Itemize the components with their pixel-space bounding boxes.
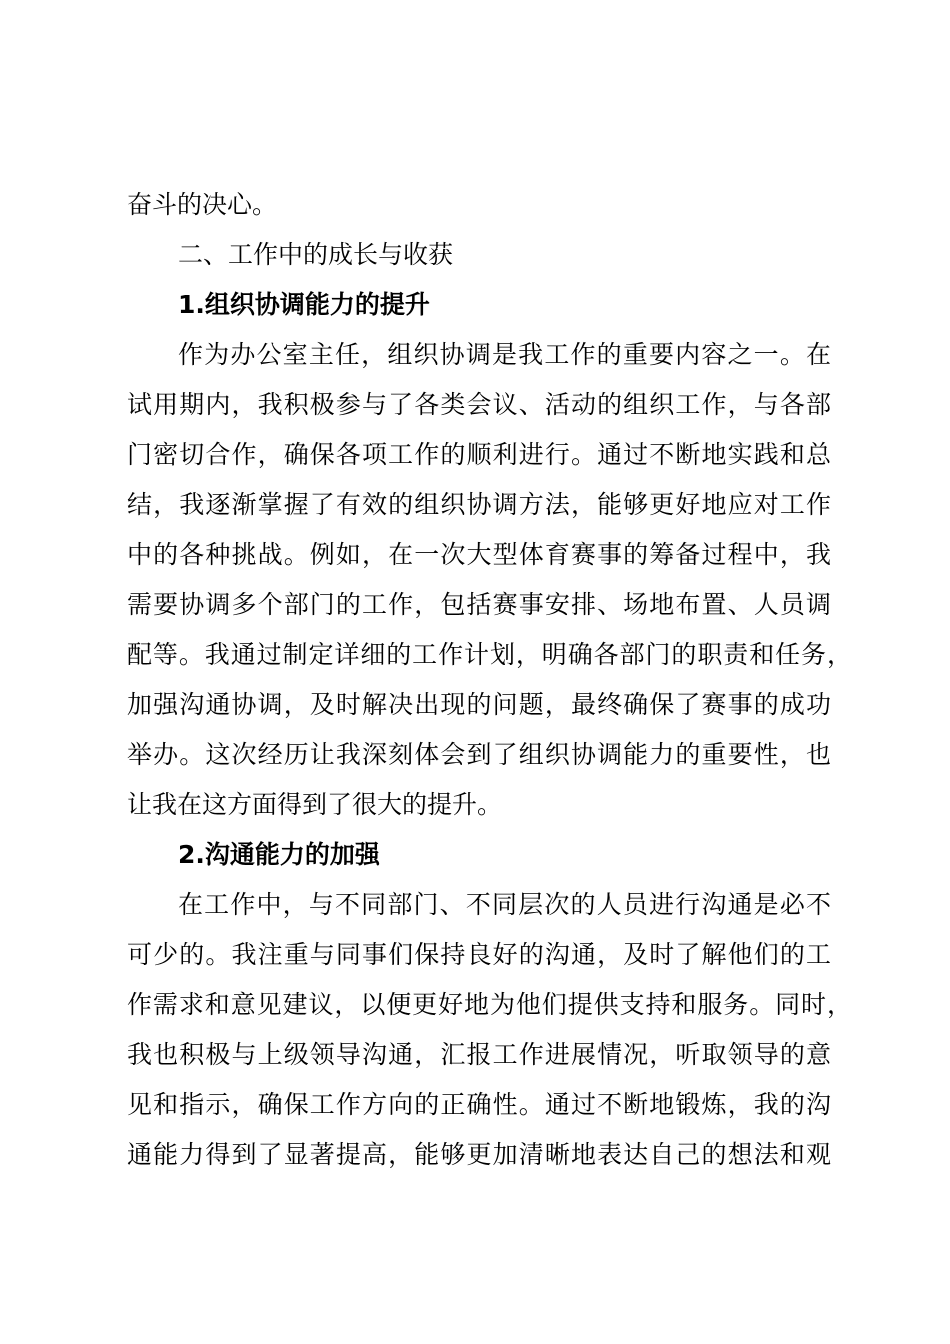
paragraph-line: 作需求和意见建议，以便更好地为他们提供支持和服务。同时， [127, 990, 852, 1019]
paragraph-line: 让我在这方面得到了很大的提升。 [127, 790, 503, 819]
paragraph-line: 试用期内，我积极参与了各类会议、活动的组织工作，与各部 [127, 390, 831, 419]
subsection-heading: 2.沟通能力的加强 [178, 840, 380, 869]
paragraph-line: 奋斗的决心。 [127, 190, 278, 219]
paragraph-line: 我也积极与上级领导沟通，汇报工作进展情况，听取领导的意 [127, 1040, 831, 1069]
paragraph-line: 在工作中，与不同部门、不同层次的人员进行沟通是必不 [178, 890, 831, 919]
paragraph-line: 结，我逐渐掌握了有效的组织协调方法，能够更好地应对工作 [127, 490, 831, 519]
paragraph-line: 可少的。我注重与同事们保持良好的沟通，及时了解他们的工 [127, 940, 831, 969]
paragraph-line: 门密切合作，确保各项工作的顺利进行。通过不断地实践和总 [127, 440, 831, 469]
paragraph-line: 配等。我通过制定详细的工作计划，明确各部门的职责和任务， [127, 640, 852, 669]
paragraph-line: 通能力得到了显著提高，能够更加清晰地表达自己的想法和观 [127, 1140, 831, 1169]
paragraph-line: 中的各种挑战。例如，在一次大型体育赛事的筹备过程中，我 [127, 540, 831, 569]
paragraph-line: 加强沟通协调，及时解决出现的问题，最终确保了赛事的成功 [127, 690, 831, 719]
subsection-heading: 1.组织协调能力的提升 [178, 290, 430, 319]
paragraph-line: 作为办公室主任，组织协调是我工作的重要内容之一。在 [178, 340, 831, 369]
paragraph-line: 举办。这次经历让我深刻体会到了组织协调能力的重要性，也 [127, 740, 831, 769]
paragraph-line: 需要协调多个部门的工作，包括赛事安排、场地布置、人员调 [127, 590, 831, 619]
section-heading: 二、工作中的成长与收获 [178, 240, 454, 269]
paragraph-line: 见和指示，确保工作方向的正确性。通过不断地锻炼，我的沟 [127, 1090, 831, 1119]
